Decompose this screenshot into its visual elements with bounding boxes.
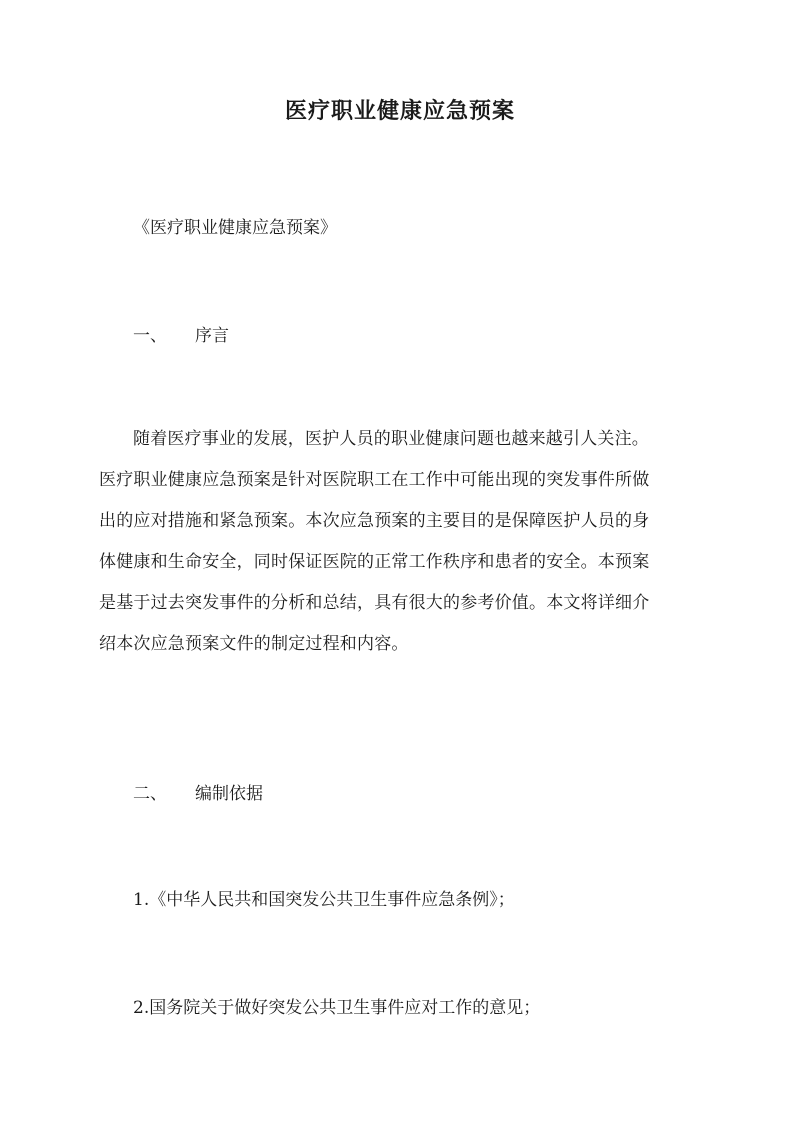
basis-item: 2.国务院关于做好突发公共卫生事件应对工作的意见； bbox=[133, 998, 541, 1018]
section-heading-basis bbox=[99, 781, 263, 807]
section-number: 二、 bbox=[133, 784, 167, 804]
basis-item: 1.《中华人民共和国突发公共卫生事件应急条例》； bbox=[133, 890, 515, 910]
section-title: 编制依据 bbox=[195, 784, 263, 804]
intro-paragraph bbox=[99, 426, 699, 672]
section-number: 一、 bbox=[133, 326, 167, 346]
section-heading-preface bbox=[99, 323, 229, 349]
paragraph-line: 体健康和生命安全，同时保证医院的正常工作秩序和患者的安全。本预案 bbox=[99, 552, 650, 572]
paragraph-line: 医疗职业健康应急预案是针对医院职工在工作中可能出现的突发事件所做 bbox=[99, 470, 650, 490]
document-subtitle: 《医疗职业健康应急预案》 bbox=[133, 218, 337, 238]
document-title: 医疗职业健康应急预案 bbox=[284, 98, 515, 124]
paragraph-line: 随着医疗事业的发展，医护人员的职业健康问题也越来越引人关注。 bbox=[133, 429, 649, 449]
paragraph-line: 出的应对措施和紧急预案。本次应急预案的主要目的是保障医护人员的身 bbox=[99, 511, 650, 531]
section-title: 序言 bbox=[195, 326, 229, 346]
paragraph-line: 绍本次应急预案文件的制定过程和内容。 bbox=[99, 634, 409, 654]
paragraph-line: 是基于过去突发事件的分析和总结，具有很大的参考价值。本文将详细介 bbox=[99, 593, 650, 613]
